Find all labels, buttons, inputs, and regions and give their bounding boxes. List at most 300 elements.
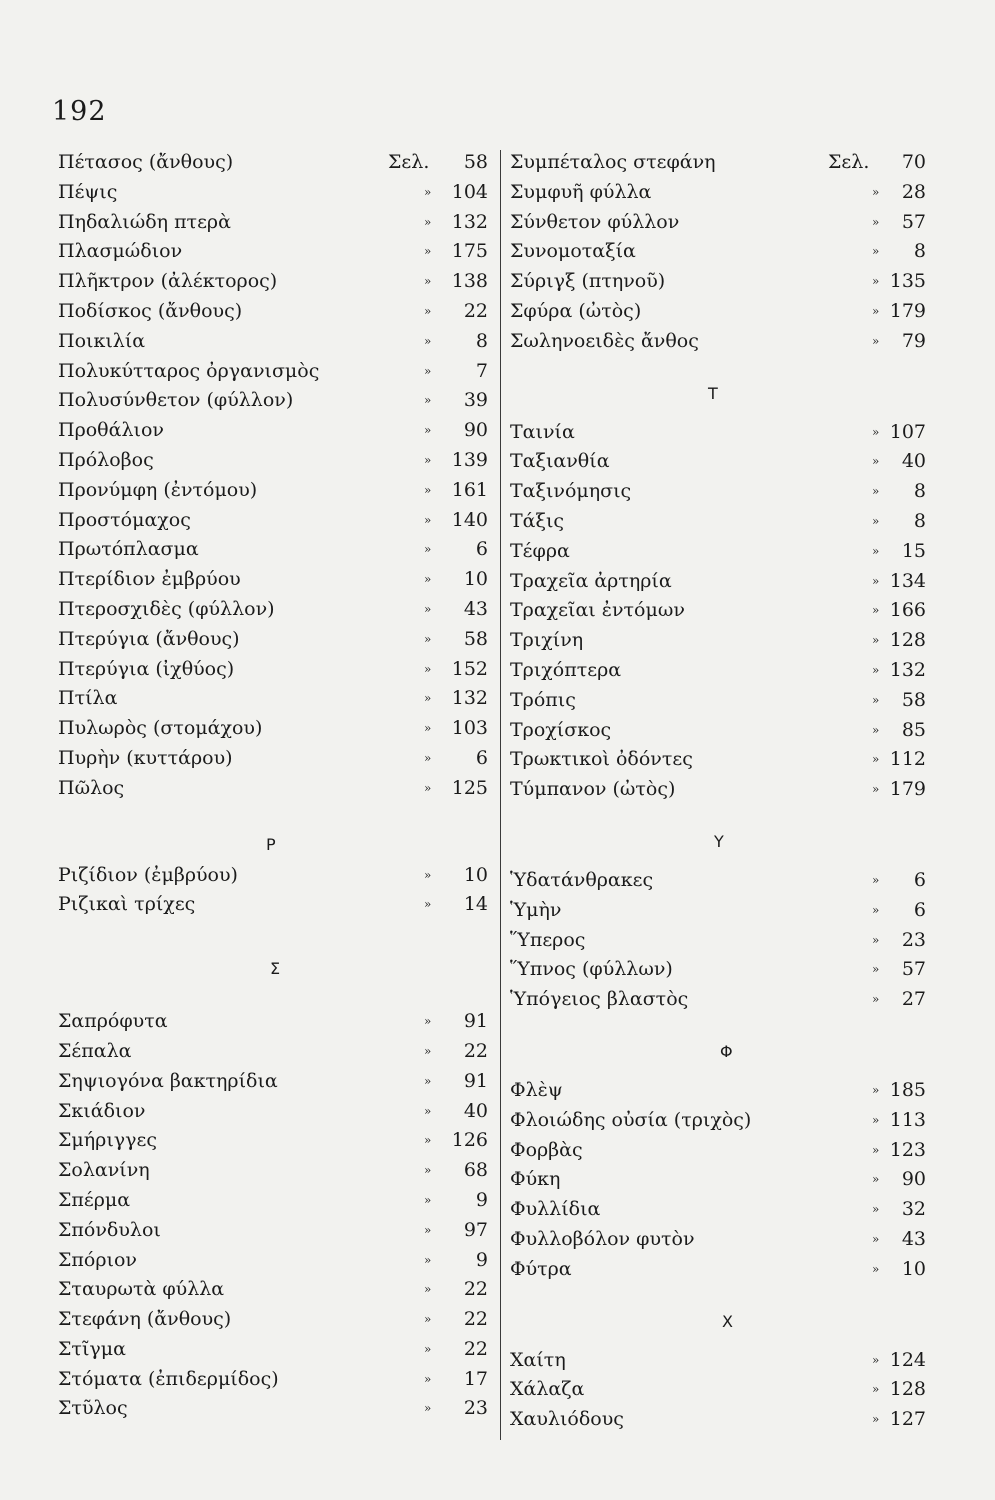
index-term: Προνύμφη (ἐντόμου) <box>58 478 258 501</box>
index-term: Στῦλος <box>58 1397 128 1420</box>
index-entry <box>510 866 930 896</box>
page-ref: 22 <box>463 1278 488 1301</box>
page-ref: 58 <box>463 151 488 173</box>
page-marker: » <box>872 1412 880 1427</box>
index-entry <box>58 446 490 476</box>
index-term: Πῶλος <box>58 776 125 799</box>
index-entry <box>510 148 930 178</box>
index-entry <box>58 1037 490 1067</box>
index-entry <box>58 595 490 625</box>
index-entry <box>58 267 490 297</box>
section-gap <box>58 920 490 956</box>
index-term: Φορβὰς <box>510 1138 583 1161</box>
page-marker: » <box>872 484 880 499</box>
page-ref: 125 <box>451 776 488 799</box>
index-term: Τρωκτικοὶ ὀδόντες <box>510 748 693 771</box>
index-term: Προστόμαχος <box>58 508 191 531</box>
index-entry <box>58 1216 490 1246</box>
page-ref: 43 <box>901 1227 926 1250</box>
index-term: Πτερύγια (ἄνθους) <box>58 627 240 650</box>
page-marker: » <box>872 752 880 767</box>
index-entry <box>510 686 930 716</box>
index-entry <box>510 208 930 238</box>
page-marker: » <box>424 897 432 912</box>
page-ref: 39 <box>463 389 488 412</box>
index-entry <box>58 357 490 387</box>
index-entry <box>510 955 930 985</box>
page-ref: 22 <box>463 1337 488 1360</box>
section-letter: Σ <box>270 959 281 979</box>
page-ref: 8 <box>913 509 926 532</box>
page-ref: 90 <box>463 419 488 442</box>
page-marker: » <box>872 543 880 558</box>
index-term: Φλὲψ <box>510 1078 563 1101</box>
section-letter: Τ <box>708 383 718 403</box>
page-ref: 175 <box>451 240 488 263</box>
page-ref: 7 <box>475 359 488 382</box>
index-term: Ὑδατάνθρακες <box>510 868 654 891</box>
index-term: Ταξινόμησις <box>510 480 632 503</box>
index-term: Ὑπόγειος βλαστὸς <box>510 988 689 1011</box>
page-ref: 185 <box>889 1078 926 1101</box>
index-entry <box>58 714 490 744</box>
page-ref: 58 <box>901 688 926 711</box>
page-marker: » <box>424 274 432 289</box>
page-ref: 128 <box>889 1378 926 1401</box>
page-marker: » <box>872 424 880 439</box>
index-term: Συμφυῆ φύλλα <box>510 180 652 203</box>
page-marker: » <box>872 633 880 648</box>
page-ref: 27 <box>901 988 926 1011</box>
index-entry <box>510 626 930 656</box>
index-entry <box>510 267 930 297</box>
index-entry <box>58 386 490 416</box>
index-entry <box>510 447 930 477</box>
page-ref: 58 <box>463 627 488 650</box>
page-ref: 139 <box>451 448 488 471</box>
page-ref: 179 <box>889 778 926 801</box>
index-term: Τρόπις <box>510 688 576 711</box>
index-term: Τροχίσκος <box>510 718 612 741</box>
page-ref: 6 <box>475 746 488 769</box>
index-term: Σύνθετον φύλλον <box>510 210 680 233</box>
index-term: Φλοιώδης οὐσία (τριχὸς) <box>510 1108 752 1131</box>
page-marker: » <box>424 631 432 646</box>
index-entry <box>58 1335 490 1365</box>
index-entry <box>58 1246 490 1276</box>
index-entry <box>510 775 930 805</box>
index-term: Σωληνοειδὲς ἄνθος <box>510 329 699 352</box>
index-term: Χαυλιόδους <box>510 1408 624 1431</box>
page-ref: 10 <box>901 1257 926 1280</box>
index-entry <box>510 297 930 327</box>
index-term: Ποδίσκος (ἄνθους) <box>58 299 243 322</box>
index-term: Σκιάδιον <box>58 1099 146 1122</box>
index-entry <box>510 596 930 626</box>
index-entry <box>58 1305 490 1335</box>
index-entry <box>510 418 930 448</box>
page-marker: » <box>872 1172 880 1187</box>
index-entry <box>58 297 490 327</box>
page-ref: 132 <box>889 658 926 681</box>
page-ref: 57 <box>901 958 926 981</box>
section-gap <box>510 805 930 829</box>
index-entry <box>58 1275 490 1305</box>
index-term: Ταξιανθία <box>510 450 610 473</box>
index-term: Ριζίδιον (ἐμβρύου) <box>58 863 238 886</box>
index-entry <box>510 1195 930 1225</box>
index-entry <box>510 537 930 567</box>
index-entry <box>58 237 490 267</box>
index-entry <box>510 896 930 926</box>
index-entry <box>58 861 490 891</box>
index-term: Πέτασος (ἄνθους) <box>58 151 234 173</box>
page-marker: » <box>872 1352 880 1367</box>
index-term: Πυρὴν (κυττάρου) <box>58 746 233 769</box>
page-marker: » <box>424 572 432 587</box>
page-ref: 8 <box>913 480 926 503</box>
index-entry <box>58 148 490 178</box>
page-ref: 179 <box>889 299 926 322</box>
index-entry <box>510 745 930 775</box>
page-marker: » <box>424 423 432 438</box>
index-term: Σφύρα (ὠτὸς) <box>510 299 642 322</box>
page-marker: » <box>424 333 432 348</box>
page-ref: 70 <box>901 151 926 173</box>
index-entry <box>58 506 490 536</box>
page-marker: » <box>872 1142 880 1157</box>
index-term: Σηψιογόνα βακτηρίδια <box>58 1069 278 1092</box>
page-marker: » <box>424 661 432 676</box>
page-ref: 152 <box>451 657 488 680</box>
page-marker: » <box>424 1371 432 1386</box>
index-entry <box>58 625 490 655</box>
page-ref: 22 <box>463 1039 488 1062</box>
page-marker: » <box>424 1192 432 1207</box>
page-marker: » <box>424 244 432 259</box>
index-term: Χάλαζα <box>510 1378 585 1401</box>
page-marker: » <box>872 1261 880 1276</box>
index-entry <box>58 1156 490 1186</box>
index-entry <box>58 655 490 685</box>
page-ref: 90 <box>901 1168 926 1191</box>
section-gap <box>510 1285 930 1309</box>
index-term: Ποικιλία <box>58 329 146 352</box>
page-marker: » <box>424 1103 432 1118</box>
index-entry <box>510 477 930 507</box>
index-term: Φυλλίδια <box>510 1198 601 1221</box>
page-marker: Σελ. <box>828 151 870 173</box>
page-marker: » <box>872 573 880 588</box>
index-entry <box>58 744 490 774</box>
index-entry <box>510 237 930 267</box>
page-ref: 22 <box>463 299 488 322</box>
page-marker: » <box>424 601 432 616</box>
page-marker: » <box>872 782 880 797</box>
page-ref: 140 <box>451 508 488 531</box>
index-entry <box>510 985 930 1015</box>
index-entry <box>58 476 490 506</box>
index-term: Τραχεῖα ἀρτηρία <box>510 569 672 592</box>
page-marker: » <box>872 214 880 229</box>
page-ref: 10 <box>463 568 488 591</box>
page-marker: » <box>872 244 880 259</box>
index-term: Φυλλοβόλον φυτὸν <box>510 1227 695 1250</box>
page-ref: 107 <box>889 420 926 443</box>
page-marker: » <box>872 303 880 318</box>
page-ref: 127 <box>889 1408 926 1431</box>
page-marker: » <box>424 750 432 765</box>
page-ref: 85 <box>901 718 926 741</box>
page-ref: 43 <box>463 597 488 620</box>
page-ref: 23 <box>463 1397 488 1420</box>
index-term: Τύμπανον (ὠτὸς) <box>510 778 676 801</box>
index-term: Πτερίδιον ἐμβρύου <box>58 568 241 591</box>
index-entry <box>510 716 930 746</box>
index-term: Συμπέταλος στεφάνη <box>510 151 716 173</box>
index-entry <box>510 656 930 686</box>
page-ref: 124 <box>889 1348 926 1371</box>
index-term: Πυλωρὸς (στομάχου) <box>58 717 263 740</box>
index-entry <box>58 565 490 595</box>
page-ref: 6 <box>475 538 488 561</box>
page-marker: » <box>872 872 880 887</box>
index-term: Τάξις <box>510 509 565 532</box>
section-gap <box>510 1015 930 1039</box>
index-term: Συνομοταξία <box>510 240 636 263</box>
index-term: Πολυκύτταρος ὀργανισμὸς <box>58 359 320 382</box>
index-term: Σαπρόφυτα <box>58 1010 168 1033</box>
page-ref: 8 <box>475 329 488 352</box>
page-marker: » <box>872 722 880 737</box>
page-marker: » <box>424 214 432 229</box>
section-letter: Φ <box>720 1041 733 1061</box>
page-ref: 9 <box>475 1248 488 1271</box>
index-term: Πλῆκτρον (ἀλέκτορος) <box>58 270 278 293</box>
index-term: Ταινία <box>510 420 575 443</box>
page-marker: » <box>872 692 880 707</box>
page-ref: 10 <box>463 863 488 886</box>
page-marker: » <box>424 1222 432 1237</box>
section-gap <box>510 1310 930 1346</box>
page-ref: 6 <box>913 898 926 921</box>
page-ref: 97 <box>463 1218 488 1241</box>
index-term: Πρόλοβος <box>58 448 154 471</box>
index-term: Χαίτη <box>510 1348 566 1371</box>
page-ref: 135 <box>889 270 926 293</box>
page-marker: » <box>872 274 880 289</box>
section-letter: Υ <box>714 831 724 851</box>
page-marker: » <box>424 1133 432 1148</box>
index-entry <box>510 1225 930 1255</box>
left-column <box>58 148 490 1424</box>
page-ref: 112 <box>889 748 926 771</box>
page-marker: » <box>424 780 432 795</box>
page-marker: » <box>872 603 880 618</box>
page-ref: 57 <box>901 210 926 233</box>
section-gap <box>510 357 930 381</box>
index-entry <box>58 1007 490 1037</box>
page-ref: 126 <box>451 1129 488 1152</box>
page-ref: 103 <box>451 717 488 740</box>
page-marker: » <box>424 1341 432 1356</box>
index-term: Σπέρμα <box>58 1188 131 1211</box>
section-gap <box>510 382 930 418</box>
index-term: Σέπαλα <box>58 1039 132 1062</box>
page-ref: 9 <box>475 1188 488 1211</box>
page-marker: » <box>424 1401 432 1416</box>
index-entry <box>510 1106 930 1136</box>
index-term: Ὑμὴν <box>510 898 562 921</box>
page-marker: » <box>424 363 432 378</box>
right-column <box>510 148 930 1435</box>
index-entry <box>510 1136 930 1166</box>
page-marker: » <box>424 303 432 318</box>
index-term: Πλασμώδιον <box>58 240 183 263</box>
index-term: Σολανίνη <box>58 1159 150 1182</box>
index-term: Πτίλα <box>58 687 118 710</box>
page-ref: 32 <box>901 1198 926 1221</box>
index-entry <box>510 1405 930 1435</box>
index-term: Στῖγμα <box>58 1337 126 1360</box>
page-ref: 15 <box>901 539 926 562</box>
page-number: 192 <box>52 96 107 127</box>
page-marker: Σελ. <box>388 151 430 173</box>
page-marker: » <box>424 452 432 467</box>
page-ref: 22 <box>463 1308 488 1331</box>
page-ref: 123 <box>889 1138 926 1161</box>
page-ref: 113 <box>889 1108 926 1131</box>
page-marker: » <box>424 393 432 408</box>
page-marker: » <box>424 184 432 199</box>
index-entry <box>58 1126 490 1156</box>
index-term: Πτερύγια (ἰχθύος) <box>58 657 235 680</box>
page-ref: 40 <box>901 450 926 473</box>
page-ref: 23 <box>901 928 926 951</box>
page-ref: 128 <box>889 629 926 652</box>
index-term: Τριχίνη <box>510 629 584 652</box>
index-entry <box>510 1346 930 1376</box>
page-marker: » <box>872 1382 880 1397</box>
page-ref: 17 <box>463 1367 488 1390</box>
page-ref: 132 <box>451 210 488 233</box>
index-entry <box>58 1394 490 1424</box>
page-ref: 134 <box>889 569 926 592</box>
page-marker: » <box>424 1043 432 1058</box>
index-term: Στόματα (ἐπιδερμίδος) <box>58 1367 279 1390</box>
section-gap <box>58 804 490 832</box>
page-marker: » <box>424 1252 432 1267</box>
index-entry <box>510 926 930 956</box>
index-term: Πρωτόπλασμα <box>58 538 199 561</box>
page-ref: 91 <box>463 1069 488 1092</box>
index-term: Σύριγξ (πτηνοῦ) <box>510 270 666 293</box>
index-entry <box>510 327 930 357</box>
index-entry <box>510 1375 930 1405</box>
index-entry <box>510 507 930 537</box>
index-entry <box>510 1076 930 1106</box>
page-marker: » <box>424 691 432 706</box>
index-entry <box>58 890 490 920</box>
index-entry <box>58 535 490 565</box>
page-marker: » <box>872 962 880 977</box>
index-term: Ὕπνος (φύλλων) <box>510 958 673 981</box>
index-term: Στεφάνη (ἄνθους) <box>58 1308 232 1331</box>
page-ref: 161 <box>451 478 488 501</box>
index-term: Φύτρα <box>510 1257 572 1280</box>
index-entry <box>58 178 490 208</box>
index-entry <box>58 684 490 714</box>
index-term: Ὕπερος <box>510 928 586 951</box>
page-ref: 166 <box>889 599 926 622</box>
page-ref: 28 <box>901 180 926 203</box>
index-term: Τριχόπτερα <box>510 658 622 681</box>
index-term: Προθάλιον <box>58 419 164 442</box>
index-entry <box>58 327 490 357</box>
page-marker: » <box>872 1082 880 1097</box>
index-entry <box>58 1186 490 1216</box>
index-term: Πτεροσχιδὲς (φύλλον) <box>58 597 275 620</box>
page-marker: » <box>424 512 432 527</box>
page-marker: » <box>872 902 880 917</box>
index-term: Φύκη <box>510 1168 561 1191</box>
page-marker: » <box>424 1163 432 1178</box>
index-term: Πέψις <box>58 180 118 203</box>
index-entry <box>58 774 490 804</box>
page-marker: » <box>424 721 432 736</box>
page-marker: » <box>872 1231 880 1246</box>
page-marker: » <box>872 662 880 677</box>
index-term: Σπόνδυλοι <box>58 1218 161 1241</box>
page-ref: 79 <box>901 329 926 352</box>
page-ref: 138 <box>451 270 488 293</box>
section-letter: Χ <box>722 1311 733 1331</box>
index-entry <box>58 208 490 238</box>
index-entry <box>58 1365 490 1395</box>
index-term: Ριζικαὶ τρίχες <box>58 893 196 916</box>
page-ref: 104 <box>451 180 488 203</box>
index-term: Τέφρα <box>510 539 570 562</box>
page-marker: » <box>872 333 880 348</box>
page-ref: 8 <box>913 240 926 263</box>
section-letter: Ρ <box>266 834 276 854</box>
page-marker: » <box>872 454 880 469</box>
page-marker: » <box>424 1282 432 1297</box>
index-entry <box>510 1165 930 1195</box>
page-ref: 68 <box>463 1159 488 1182</box>
index-entry <box>58 416 490 446</box>
index-entry <box>58 1097 490 1127</box>
index-entry <box>510 567 930 597</box>
page-ref: 91 <box>463 1010 488 1033</box>
page-marker: » <box>424 1073 432 1088</box>
page-marker: » <box>424 1312 432 1327</box>
index-entry <box>58 1067 490 1097</box>
index-term: Πολυσύνθετον (φύλλον) <box>58 389 294 412</box>
page-marker: » <box>424 482 432 497</box>
page-ref: 40 <box>463 1099 488 1122</box>
page-ref: 6 <box>913 868 926 891</box>
page-marker: » <box>872 992 880 1007</box>
index-term: Σμήριγγες <box>58 1129 157 1152</box>
page-marker: » <box>872 932 880 947</box>
page-ref: 14 <box>463 893 488 916</box>
page-ref: 132 <box>451 687 488 710</box>
index-term: Τραχεῖαι ἐντόμων <box>510 599 685 622</box>
page-marker: » <box>424 867 432 882</box>
page-marker: » <box>424 542 432 557</box>
index-term: Σταυρωτὰ φύλλα <box>58 1278 225 1301</box>
